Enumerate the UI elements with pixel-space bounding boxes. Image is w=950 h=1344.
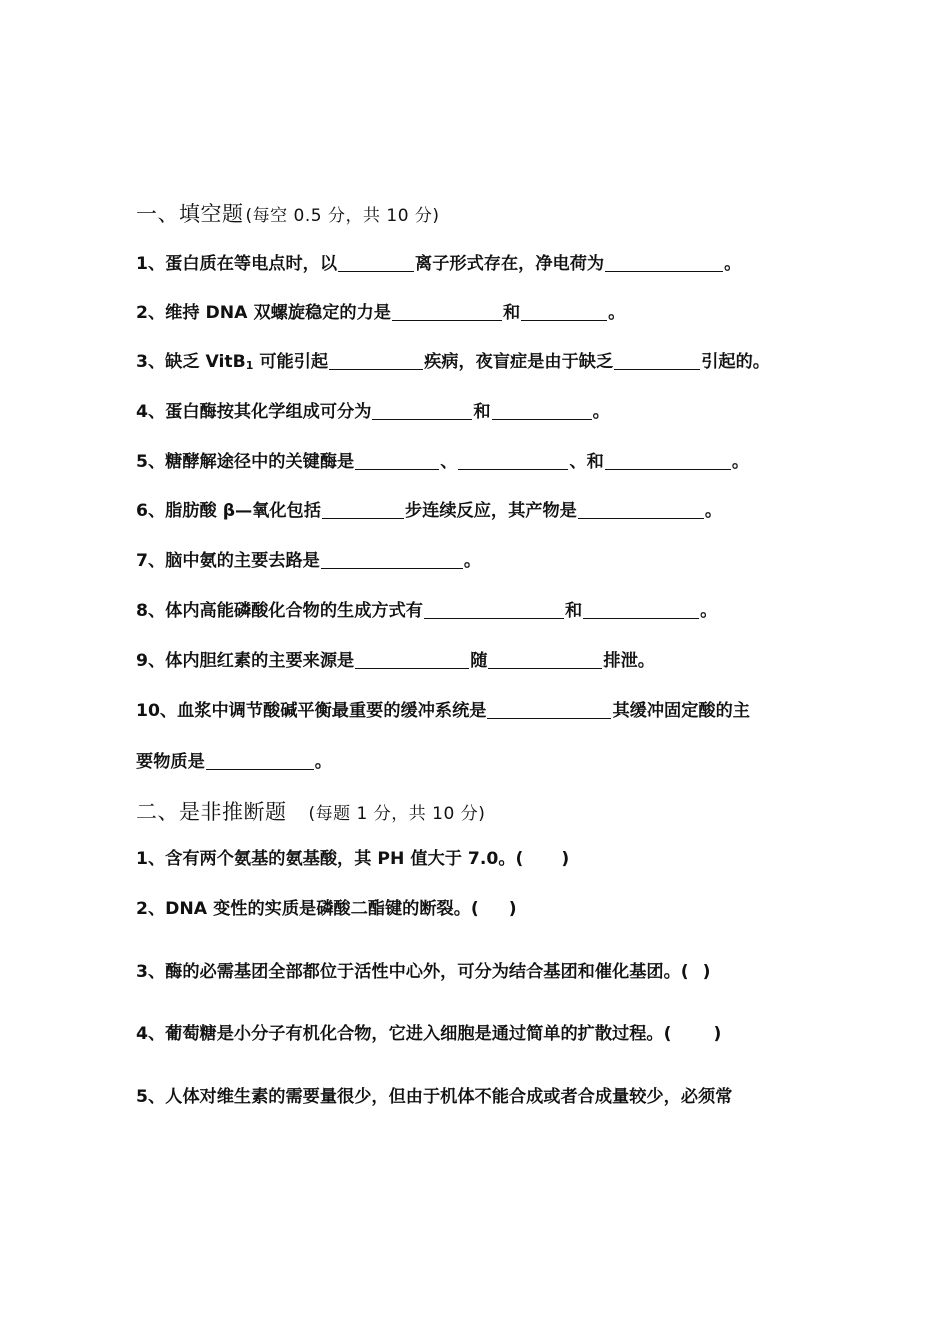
answer-blank[interactable] (355, 650, 469, 669)
fill-question-10: 10、血浆中调节酸碱平衡最重要的缓冲系统是 其缓冲固定酸的主 (136, 701, 750, 721)
judge-question-1: 1、含有两个氨基的氨基酸，其 PH 值大于 7.0。( ) (136, 849, 570, 869)
answer-blank[interactable] (424, 600, 564, 619)
answer-blank[interactable] (329, 351, 423, 370)
answer-blank[interactable] (521, 302, 607, 321)
answer-blank[interactable] (322, 500, 404, 519)
judge-question-3: 3、酶的必需基团全部都位于活性中心外，可分为结合基团和催化基团。( ) (136, 962, 711, 982)
fill-question-1: 1、蛋白质在等电点时，以 离子形式存在，净电荷为 。 (136, 254, 742, 274)
answer-blank[interactable] (488, 650, 602, 669)
answer-blank[interactable] (578, 500, 704, 519)
section1-note: (每空 0.5 分，共 10 分) (245, 206, 440, 226)
answer-blank[interactable] (458, 451, 568, 470)
answer-blank[interactable] (372, 401, 472, 420)
answer-blank[interactable] (605, 253, 723, 272)
section2-title: 二、是非推断题 (136, 800, 287, 824)
fill-question-4: 4、蛋白酶按其化学组成可分为 和 。 (136, 402, 610, 422)
fill-question-9: 9、体内胆红素的主要来源是 随 排泄。 (136, 651, 655, 671)
section1-title: 一、填空题 (136, 202, 244, 226)
fill-question-10-cont: 要物质是 。 (136, 752, 332, 772)
answer-blank[interactable] (605, 451, 731, 470)
answer-blank[interactable] (614, 351, 700, 370)
answer-blank[interactable] (338, 253, 414, 272)
answer-blank[interactable] (206, 751, 314, 770)
fill-question-5: 5、糖酵解途径中的关键酶是 、 、和 。 (136, 452, 750, 472)
judge-question-2: 2、DNA 变性的实质是磷酸二酯键的断裂。( ) (136, 899, 517, 919)
judge-question-5: 5、人体对维生素的需要量很少，但由于机体不能合成或者合成量较少，必须常 (136, 1087, 733, 1107)
fill-question-2: 2、维持 DNA 双螺旋稳定的力是 和 。 (136, 303, 626, 323)
fill-question-7: 7、脑中氨的主要去路是 。 (136, 551, 482, 571)
answer-blank[interactable] (355, 451, 439, 470)
answer-blank[interactable] (583, 600, 699, 619)
answer-blank[interactable] (392, 302, 502, 321)
answer-blank[interactable] (321, 550, 463, 569)
fill-question-6: 6、脂肪酸 β—氧化包括 步连续反应，其产物是 。 (136, 501, 723, 521)
section1-heading (136, 198, 440, 228)
answer-blank[interactable] (492, 401, 592, 420)
fill-question-8: 8、体内高能磷酸化合物的生成方式有 和 。 (136, 601, 718, 621)
judge-question-4: 4、葡萄糖是小分子有机化合物，它进入细胞是通过简单的扩散过程。( ) (136, 1024, 722, 1044)
section2-heading (136, 796, 485, 826)
fill-question-3: 3、缺乏 VitB$_1$ 可能引起 疾病，夜盲症是由于缺乏 引起的。 (136, 352, 770, 372)
answer-blank[interactable] (487, 700, 611, 719)
section2-note: (每题 1 分，共 10 分) (308, 804, 486, 824)
